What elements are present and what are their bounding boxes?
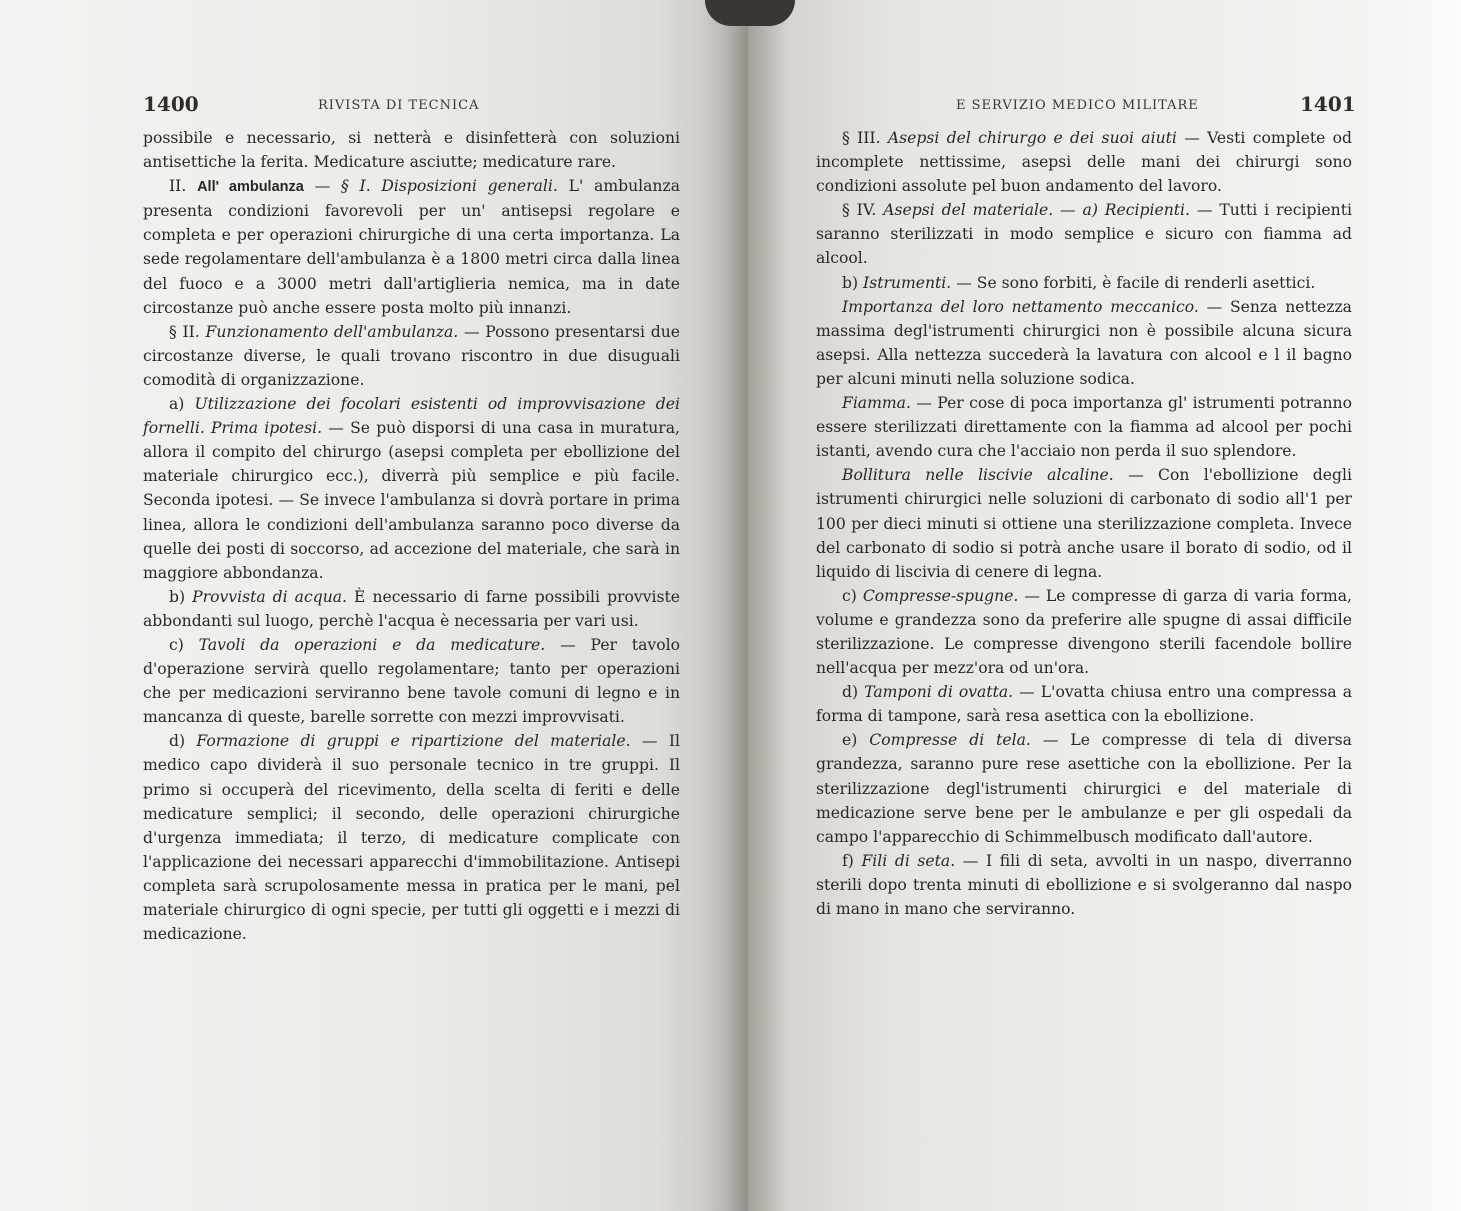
paragraph-heading: Provvista di acqua.	[192, 587, 347, 606]
paragraph-text: — L'ovatta chiusa entro una compressa a forma di tampone, sarà resa asettica con la ebollizione.	[816, 683, 1352, 726]
paragraph-lead: § III.	[842, 129, 881, 147]
paragraph-text: — Le compresse di garza di varia forma, volume e grandezza sono da preferire alle spugne di assai difficile sterilizzazione. Le compresse divengono sterili facendole bollire nell'acqua per mezz'ora od un'ora.	[816, 586, 1352, 678]
paragraph-text: — Se può disporsi di una casa in muratura, allora il compito del chirurgo (asepsi completa per ebollizione del materiale chirurgico ecc.), diverrà più semplice e più facile. Seconda ipotesi. — Se invece l'ambulanza si dovrà portare in prima linea, allora le condizioni dell'ambulanza saranno poco diverse da quelle dei posti di soccorso, ad accezione del materiale, che sarà in maggiore abbondanza.	[143, 419, 680, 582]
paragraph-heading: Bollitura nelle liscivie alcaline.	[842, 466, 1114, 485]
paragraph-heading: Importanza del loro nettamento meccanico.	[842, 297, 1199, 316]
paragraph	[816, 126, 1352, 198]
paragraph-lead: a)	[169, 395, 185, 414]
right-page	[748, 0, 1461, 1211]
paragraph-lead: II.	[169, 177, 187, 196]
paragraph-text: — Senza nettezza massima degl'istrumenti chirurgici non è possibile alcuna sicura asepsi. Alla nettezza succederà la lavatura con alcool e l il bagno per alcuni minuti nella soluzione sodica.	[816, 297, 1352, 388]
paragraph-lead: d)	[169, 732, 186, 751]
paragraph-lead: b)	[169, 587, 186, 606]
paragraph-text: — Le compresse di tela di diversa grandezza, saranno pure rese asettiche con la ebollizione. Per la sterilizzazione degl'istrumenti chirurgici e del materiale di medicazione serve bene per le ambulanze e per gli ospedali da campo l'apparecchio di Schimmelbusch modificato dall'autore.	[816, 731, 1352, 846]
paragraph-heading: Utilizzazione dei focolari esistenti od improvvisazione dei fornelli. Prima ipotesi.	[143, 395, 680, 438]
paragraph	[143, 126, 680, 174]
paragraph-text: — Per tavolo d'operazione servirà quello regolamentare; tanto per operazioni che per medicazioni serviranno bene tavole comuni di legno e in mancanza di queste, barelle sorrette con mezzi improvvisati.	[143, 635, 680, 727]
paragraph	[816, 295, 1352, 391]
paragraph	[816, 680, 1352, 728]
left-running-head: RIVISTA DI TECNICA	[318, 98, 480, 113]
paragraph	[143, 633, 680, 729]
paragraph	[143, 729, 680, 946]
paragraph-lead: b)	[842, 273, 859, 292]
paragraph	[143, 585, 680, 633]
paragraph-heading: Tavoli da operazioni e da medicature.	[198, 635, 546, 654]
right-text-column	[816, 126, 1352, 921]
left-text-column	[143, 126, 680, 946]
paragraph-heading: Asepsi del materiale. — a) Recipienti.	[883, 201, 1190, 220]
paragraph-lead: d)	[842, 683, 859, 702]
paragraph-heading: Istrumenti.	[863, 273, 952, 292]
paragraph-text: È necessario di farne possibili provviste abbondanti sul luogo, perchè l'acqua è necessaria per vari usi.	[143, 587, 680, 630]
paragraph	[816, 271, 1352, 295]
paragraph-lead: e)	[842, 731, 858, 750]
paragraph-heading: Asepsi del chirurgo e dei suoi aiuti	[887, 129, 1177, 147]
paragraph-heading: Compresse di tela.	[869, 731, 1031, 750]
paragraph-lead: c)	[169, 635, 184, 654]
right-running-head: E SERVIZIO MEDICO MILITARE	[956, 98, 1199, 113]
paragraph-heading: Fiamma.	[842, 394, 911, 413]
paragraph-text: — Se sono forbiti, è facile di renderli asettici.	[956, 273, 1316, 292]
paragraph-text: — Vesti complete od incomplete nettissime, asepsi delle mani dei chirurgi sono condizioni assolute pel buon andamento del lavoro.	[816, 129, 1352, 196]
paragraph-text: possibile e necessario, si netterà e disinfetterà con soluzioni antisettiche la ferita. Medicature asciutte; medicature rare.	[143, 129, 680, 172]
paragraph-heading: Tamponi di ovatta.	[864, 683, 1014, 702]
paragraph-text: — Per cose di poca importanza gl' istrumenti potranno essere sterilizzati direttamente con la fiamma ad alcool per pochi istanti, avendo cura che l'acciaio non perda il suo splendore.	[816, 394, 1352, 461]
paragraph-text: — I fili di seta, avvolti in un naspo, diverranno sterili dopo trenta minuti di ebollizione e si svolgeranno dal naspo di mano in mano che serviranno.	[816, 851, 1353, 918]
paragraph-heading: — § I. Disposizioni generali.	[314, 177, 558, 196]
paragraph-text: L' ambulanza presenta condizioni favorevoli per un' antisepsi regolare e completa e per operazioni chirurgiche di una certa importanza. La sede regolamentare dell'ambulanza è a 1800 metri circa dalla linea del fuoco e a 3000 metri dall'artiglieria nemica, ma in date circostanze può anche essere posta molto più innanzi.	[143, 177, 680, 317]
paragraph-lead: § IV.	[842, 201, 877, 220]
paragraph	[816, 849, 1352, 921]
left-page-number: 1400	[143, 92, 199, 116]
paragraph-text: — Tutti i recipienti saranno sterilizzati in modo semplice e sicuro con fiamma ad alcool.	[816, 201, 1352, 268]
paragraph-text: — Possono presentarsi due circostanze diverse, le quali trovano riscontro in due disuguali comodità di organizzazione.	[143, 322, 680, 389]
paragraph	[816, 463, 1352, 583]
section-title: All' ambulanza	[197, 179, 304, 196]
right-page-number: 1401	[1300, 92, 1356, 116]
paragraph-heading: Funzionamento dell'ambulanza.	[205, 322, 459, 341]
paragraph	[816, 584, 1352, 680]
paragraph	[143, 174, 680, 320]
paragraph	[143, 392, 680, 585]
book-spine	[705, 0, 795, 26]
paragraph-heading: Formazione di gruppi e ripartizione del materiale.	[196, 732, 631, 751]
paragraph-text: — Con l'ebollizione degli istrumenti chirurgici nelle soluzioni di carbonato di sodio all'1 per 100 per dieci minuti si ottiene una sterilizzazione completa. Invece del carbonato di sodio si potrà anche usare il borato di sodio, od il liquido di liscivia di cenere di legna.	[816, 466, 1352, 581]
book-gutter-shadow	[700, 0, 790, 1211]
paragraph	[143, 320, 680, 392]
paragraph-lead: f)	[842, 851, 854, 870]
paragraph	[816, 391, 1352, 463]
paragraph	[816, 198, 1352, 270]
paragraph-text: — Il medico capo dividerà il suo personale tecnico in tre gruppi. Il primo si occuperà del ricevimento, della scelta di feriti e delle medicature semplici; il secondo, delle operazioni chirurgiche d'urgenza immediata; il terzo, di medicature complicate con l'applicazione dei necessari apparecchi d'immobilitazione. Antisepi completa sarà scrupolosamente messa in pratica per le mani, pel materiale chirurgico di ogni specie, per tutti gli oggetti e i mezzi di medicazione.	[143, 732, 680, 944]
paragraph-lead: § II.	[169, 322, 200, 341]
paragraph	[816, 728, 1352, 848]
paragraph-heading: Compresse-spugne.	[862, 586, 1019, 605]
paragraph-heading: Fili di seta.	[861, 851, 956, 870]
paragraph-lead: c)	[842, 586, 857, 605]
